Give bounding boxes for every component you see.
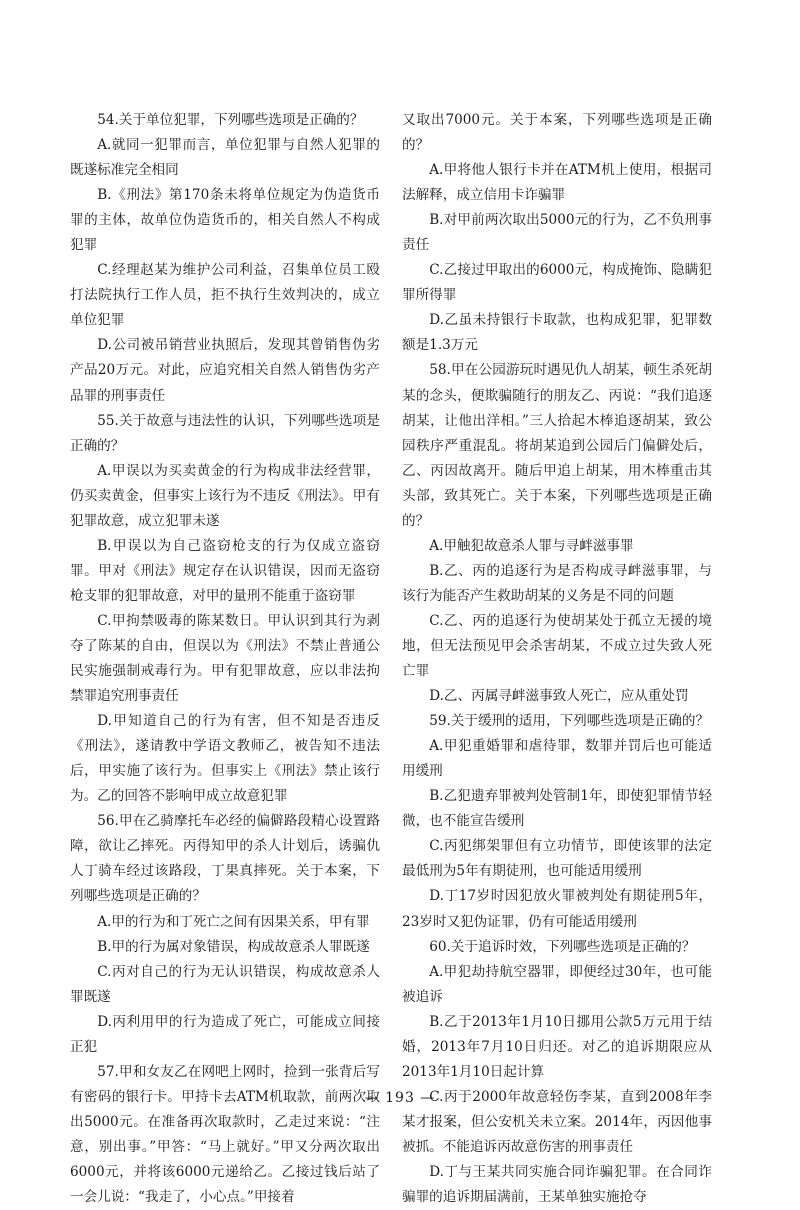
answer-option: D.丁17岁时因犯放火罪被判处有期徒刑5年，23岁时又犯伪证罪，仍有可能适用缓刑 — [402, 888, 712, 930]
answer-option: D.乙虽未持银行卡取款，也构成犯罪，犯罪数额是1.3万元 — [402, 312, 712, 354]
question-stem: 54.关于单位犯罪，下列哪些选项是正确的？ — [97, 112, 364, 128]
answer-option: A.就同一犯罪而言，单位犯罪与自然人犯罪的既遂标准完全相同 — [70, 137, 380, 179]
answer-option: B.乙犯遗弃罪被判处管制1年，即使犯罪情节轻微，也不能宣告缓刑 — [402, 788, 712, 830]
continued-text: 又取出7000元。关于本案，下列哪些选项是正确的？ — [402, 112, 712, 154]
answer-option: A.甲触犯故意杀人罪与寻衅滋事罪 — [429, 537, 634, 554]
left-column — [70, 108, 380, 1210]
answer-option: C.乙、丙的追逐行为使胡某处于孤立无援的境地，但无法预见甲会杀害胡某，不成立过失致人死亡罪 — [402, 612, 712, 680]
answer-option: D.丙利用甲的行为造成了死亡，可能成立间接正犯 — [70, 1013, 380, 1055]
answer-option: D.丁与王某共同实施合同诈骗犯罪。在合同诈骗罪的追诉期届满前，王某单独实施抢夺 — [402, 1163, 712, 1206]
question-stem: 58.甲在公园游玩时遇见仇人胡某，顿生杀死胡某的念头，便欺骗随行的朋友乙、丙说：“我们追逐胡某，让他出洋相。”三人拾起木棒追逐胡某，致公园秩序严重混乱。将胡某追到公园后门偏僻处后，乙、丙因故离开。随后甲追上胡某，用木棒重击其头部，致其死亡。关于本案，下列哪些选项是正确的？ — [402, 362, 712, 529]
answer-option: A.甲犯劫持航空器罪，即便经过30年，也可能被追诉 — [402, 963, 712, 1005]
answer-option: B.乙、丙的追逐行为是否构成寻衅滋事罪，与该行为能否产生救助胡某的义务是不同的问题 — [402, 562, 712, 604]
answer-option: A.甲犯重婚罪和虐待罪，数罪并罚后也可能适用缓刑 — [402, 738, 712, 780]
answer-option: D.甲知道自己的行为有害，但不知是否违反《刑法》，遂请教中学语文教师乙，被告知不违法后，甲实施了该行为。但事实上《刑法》禁止该行为。乙的回答不影响甲成立故意犯罪 — [70, 713, 380, 805]
answer-option: A.甲的行为和丁死亡之间有因果关系，甲有罪 — [97, 913, 370, 930]
answer-option: C.经理赵某为维护公司利益，召集单位员工殴打法院执行工作人员，拒不执行生效判决的，成立单位犯罪 — [70, 262, 380, 329]
question-stem: 57.甲和女友乙在网吧上网时，捡到一张背后写有密码的银行卡。甲持卡去ATM机取款，前两次取出5000元。在准备再次取款时，乙走过来说：“注意，别出事。”甲答：“马上就好。”甲又分两次取出6000元，并将该6000元递给乙。乙接过钱后站了一会儿说：“我走了，小心点。”甲接着 — [70, 1063, 380, 1206]
answer-option: B.甲的行为属对象错误，构成故意杀人罪既遂 — [97, 938, 370, 955]
answer-option: C.乙接过甲取出的6000元，构成掩饰、隐瞒犯罪所得罪 — [402, 262, 712, 304]
right-column — [402, 108, 712, 1210]
answer-option: B.乙于2013年1月10日挪用公款5万元用于结婚，2013年7月10日归还。对乙的追诉期限应从2013年1月10日起计算 — [402, 1013, 712, 1080]
answer-option: D.乙、丙属寻衅滋事致人死亡，应从重处罚 — [429, 688, 689, 705]
answer-option: B.《刑法》第170条未将单位规定为伪造货币罪的主体，故单位伪造货币的，相关自然人不构成犯罪 — [70, 187, 380, 254]
answer-option: C.丙于2000年故意轻伤李某，直到2008年李某才报案，但公安机关未立案。2014年，丙因他事被抓。不能追诉丙故意伤害的刑事责任 — [402, 1088, 712, 1155]
answer-option: A.甲将他人银行卡并在ATM机上使用，根据司法解释，成立信用卡诈骗罪 — [402, 162, 712, 204]
answer-option: B.甲误以为自己盗窃枪支的行为仅成立盗窃罪。甲对《刑法》规定存在认识错误，因而无盗窃枪支罪的犯罪故意，对甲的量刑不能重于盗窃罪 — [70, 537, 380, 604]
question-stem: 55.关于故意与违法性的认识，下列哪些选项是正确的？ — [70, 412, 380, 454]
page-number: — 193 — — [364, 1090, 436, 1106]
answer-option: B.对甲前两次取出5000元的行为，乙不负刑事责任 — [402, 212, 712, 254]
answer-option: C.甲拘禁吸毒的陈某数日。甲认识到其行为剥夺了陈某的自由，但误以为《刑法》不禁止普通公民实施强制戒毒行为。甲有犯罪故意，应以非法拘禁罪追究刑事责任 — [70, 612, 380, 705]
question-stem: 56.甲在乙骑摩托车必经的偏僻路段精心设置路障，欲让乙摔死。丙得知甲的杀人计划后，诱骗仇人丁骑车经过该路段，丁果真摔死。关于本案，下列哪些选项是正确的？ — [70, 813, 380, 905]
answer-option: C.丙犯绑架罪但有立功情节，即使该罪的法定最低刑为5年有期徒刑，也可能适用缓刑 — [402, 838, 712, 880]
question-stem: 59.关于缓刑的适用，下列哪些选项是正确的？ — [429, 713, 710, 730]
question-stem: 60.关于追诉时效，下列哪些选项是正确的？ — [429, 938, 696, 955]
answer-option: C.丙对自己的行为无认识错误，构成故意杀人罪既遂 — [70, 963, 380, 1005]
answer-option: A.甲误以为买卖黄金的行为构成非法经营罪，仍买卖黄金，但事实上该行为不违反《刑法》。甲有犯罪故意，成立犯罪未遂 — [70, 462, 380, 529]
answer-option: D.公司被吊销营业执照后，发现其曾销售伪劣产品20万元。对此，应追究相关自然人销售伪劣产品罪的刑事责任 — [70, 337, 380, 404]
